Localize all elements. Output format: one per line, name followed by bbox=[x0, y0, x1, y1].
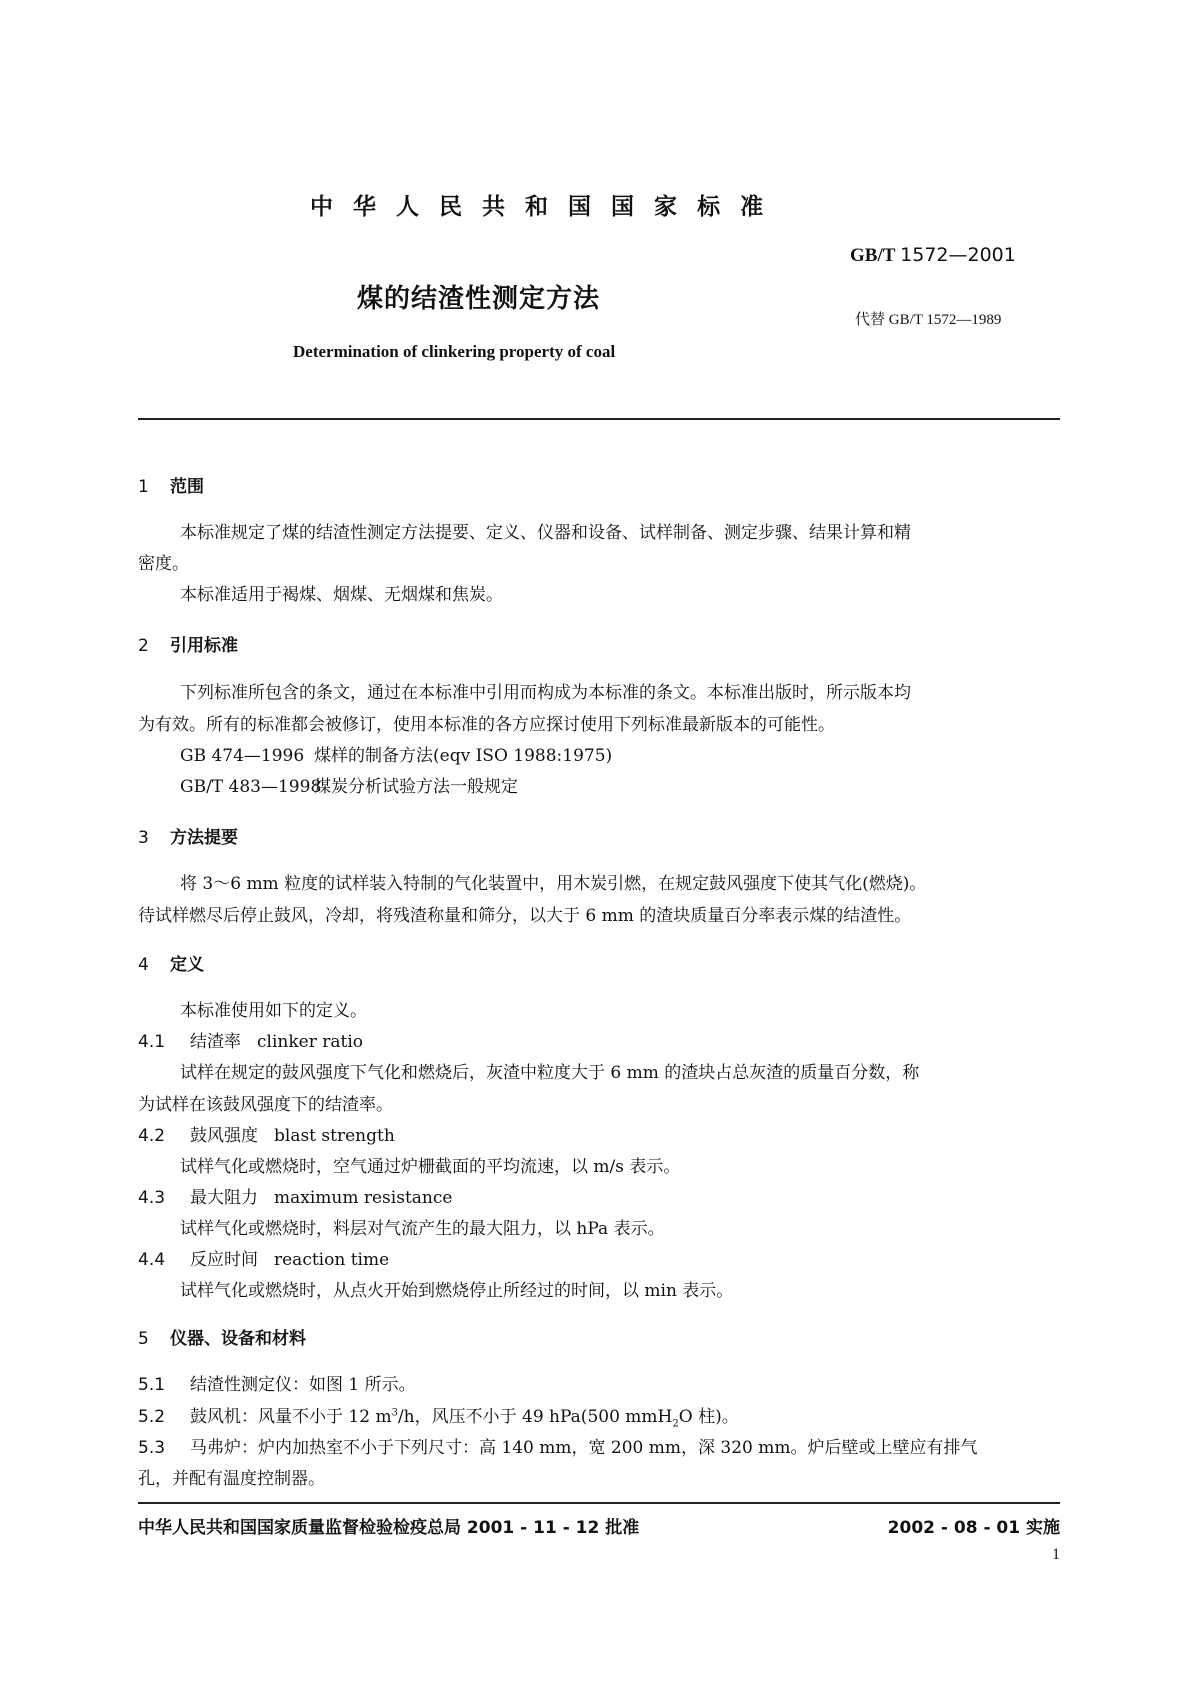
section-3-paragraph: 将 3～6 mm 粒度的试样装入特制的气化装置中，用木炭引燃，在规定鼓风强度下使其气化(燃烧)。 bbox=[180, 874, 927, 894]
page-number: 1 bbox=[1052, 1546, 1060, 1563]
section-1-heading: 1 范围 bbox=[138, 477, 204, 497]
section-1-applicability: 本标准适用于褐煤、烟煤、无烟煤和焦炭。 bbox=[180, 585, 503, 605]
section-5-heading: 5 仪器、设备和材料 bbox=[138, 1329, 306, 1349]
section-2-paragraph: 下列标准所包含的条文，通过在本标准中引用而构成为本标准的条文。本标准出版时，所示版本均 bbox=[180, 683, 911, 703]
equipment-item: 5.2 鼓风机：风量不小于 12 $m^3/h$，风压不小于 49 hPa(500 mmH$_2$O 柱)。 bbox=[138, 1407, 739, 1430]
english-title: Determination of clinkering property of coal bbox=[293, 342, 616, 361]
footer-divider bbox=[138, 1502, 1060, 1504]
reference-item: GB/T 483—1998煤炭分析试验方法一般规定 bbox=[180, 777, 518, 797]
section-1-paragraph-cont: 密度。 bbox=[138, 554, 189, 574]
replaces-standard: 代替 GB/T 1572—1989 bbox=[855, 312, 1002, 328]
definition-text: 试样气化或燃烧时，料层对气流产生的最大阻力，以 hPa 表示。 bbox=[180, 1219, 665, 1239]
definition-text: 试样气化或燃烧时，从点火开始到燃烧停止所经过的时间，以 min 表示。 bbox=[180, 1281, 734, 1301]
standard-number bbox=[850, 244, 1016, 267]
definition-term: 4.1 结渣率 clinker ratio bbox=[138, 1032, 364, 1052]
section-2-heading: 2 引用标准 bbox=[138, 636, 238, 656]
header-divider bbox=[138, 418, 1060, 420]
standard-prefix: GB/T bbox=[850, 245, 896, 266]
section-2-paragraph-cont: 为有效。所有的标准都会被修订，使用本标准的各方应探讨使用下列标准最新版本的可能性。 bbox=[138, 715, 835, 735]
definition-text: 试样气化或燃烧时，空气通过炉栅截面的平均流速，以 m/s 表示。 bbox=[180, 1157, 681, 1177]
document-title: 煤的结渣性测定方法 bbox=[357, 284, 601, 314]
reference-item: GB 474—1996 煤样的制备方法(eqv ISO 1988:1975) bbox=[180, 746, 613, 766]
definition-text-cont: 为试样在该鼓风强度下的结渣率。 bbox=[138, 1095, 393, 1115]
equipment-item: 5.1 结渣性测定仪：如图 1 所示。 bbox=[138, 1375, 416, 1395]
definition-text: 试样在规定的鼓风强度下气化和燃烧后，灰渣中粒度大于 6 mm 的渣块占总灰渣的质量百分数，称 bbox=[180, 1063, 920, 1083]
standard-code: 1572—2001 bbox=[900, 244, 1016, 266]
section-3-heading: 3 方法提要 bbox=[138, 828, 238, 848]
definition-term: 4.2 鼓风强度 blast strength bbox=[138, 1126, 395, 1146]
section-4-heading: 4 定义 bbox=[138, 955, 204, 975]
definition-term: 4.4 反应时间 reaction time bbox=[138, 1250, 390, 1270]
equipment-item-cont: 孔，并配有温度控制器。 bbox=[138, 1469, 325, 1489]
equipment-item: 5.3 马弗炉：炉内加热室不小于下列尺寸：高 140 mm，宽 200 mm，深 320 mm。炉后壁或上壁应有排气 bbox=[138, 1438, 978, 1458]
section-3-paragraph-cont: 待试样燃尽后停止鼓风，冷却，将残渣称量和筛分，以大于 6 mm 的渣块质量百分率表示煤的结渣性。 bbox=[138, 906, 912, 926]
definition-term: 4.3 最大阻力 maximum resistance bbox=[138, 1188, 453, 1208]
approval-statement: 中华人民共和国国家质量监督检验检疫总局 2001 - 11 - 12 批准 bbox=[138, 1518, 640, 1538]
implementation-date: 2002 - 08 - 01 实施 bbox=[887, 1518, 1060, 1538]
issuing-body-title: 中 华 人 民 共 和 国 国 家 标 准 bbox=[310, 194, 770, 220]
section-1-paragraph: 本标准规定了煤的结渣性测定方法提要、定义、仪器和设备、试样制备、测定步骤、结果计算和精 bbox=[180, 523, 911, 543]
section-4-intro: 本标准使用如下的定义。 bbox=[180, 1001, 367, 1021]
